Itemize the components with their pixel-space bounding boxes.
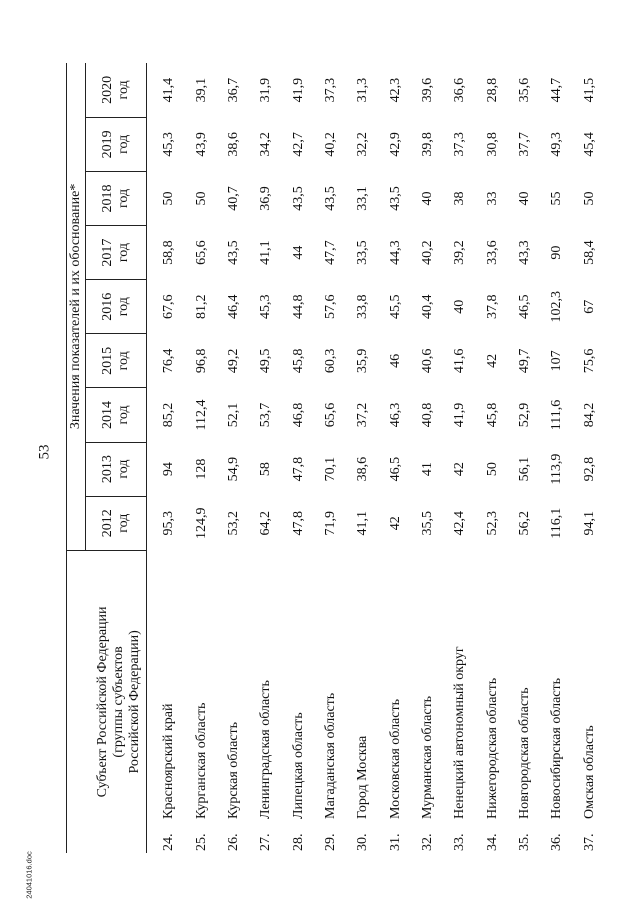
values-header: Значения показателей и их обоснование* xyxy=(67,63,86,550)
row-number: 37. xyxy=(581,833,597,851)
value-cell: 128 xyxy=(193,458,209,480)
subject-name: Нижегородская область xyxy=(484,677,500,819)
value-cell: 40,2 xyxy=(420,240,435,265)
value-cell: 56,1 xyxy=(517,456,533,482)
value-cell: 49,3 xyxy=(549,132,565,157)
row-number: 28. xyxy=(290,833,306,851)
year-suffix: год xyxy=(116,134,131,154)
value-cell: 34,2 xyxy=(258,132,274,157)
value-cell: 38,6 xyxy=(355,456,371,482)
value-cell: 96,8 xyxy=(193,348,209,374)
table-row xyxy=(185,63,217,853)
rotated-table-container xyxy=(66,63,606,853)
row-number: 27. xyxy=(258,833,274,851)
value-cell: 42 xyxy=(387,516,403,531)
subject-name: Город Москва xyxy=(355,735,371,819)
row-number: 29. xyxy=(322,833,338,851)
value-cell: 95,3 xyxy=(161,510,177,536)
year-suffix: год xyxy=(116,297,131,317)
row-number: 33. xyxy=(452,833,468,851)
value-cell: 42 xyxy=(452,462,468,477)
value-cell: 36,7 xyxy=(225,77,241,103)
value-cell: 33,6 xyxy=(484,240,500,265)
subject-name: Курганская область xyxy=(193,702,209,819)
year-suffix: год xyxy=(116,188,131,209)
value-cell: 45,4 xyxy=(581,132,597,157)
value-cell: 38,6 xyxy=(225,132,241,157)
value-cell: 46,5 xyxy=(517,294,533,319)
year-suffix: год xyxy=(116,405,131,425)
value-cell: 44,8 xyxy=(290,294,306,319)
value-cell: 43,3 xyxy=(517,240,533,265)
value-cell: 53,7 xyxy=(258,402,274,428)
row-number: 31. xyxy=(387,833,403,851)
value-cell: 54,9 xyxy=(225,456,241,482)
value-cell: 107 xyxy=(549,350,565,372)
value-cell: 30,8 xyxy=(484,132,500,157)
value-cell: 45,3 xyxy=(258,294,274,319)
value-cell: 41,9 xyxy=(290,77,306,103)
value-cell: 33 xyxy=(484,191,500,206)
value-cell: 41,6 xyxy=(452,348,468,374)
year-label: 2019 xyxy=(99,130,115,159)
table-row xyxy=(218,63,250,853)
page-number: 53 xyxy=(36,444,53,460)
row-number: 26. xyxy=(225,833,241,851)
value-cell: 35,9 xyxy=(355,348,371,374)
value-cell: 43,5 xyxy=(225,240,241,265)
subject-name: Ленинградская область xyxy=(258,680,274,819)
year-label: 2014 xyxy=(99,400,115,429)
year-label: 2020 xyxy=(99,75,115,104)
value-cell: 41,1 xyxy=(355,510,371,536)
value-cell: 102,3 xyxy=(549,290,565,323)
value-cell: 40,4 xyxy=(420,294,435,319)
table-row xyxy=(282,63,314,853)
value-cell: 52,1 xyxy=(225,402,241,428)
value-cell: 116,1 xyxy=(549,507,565,539)
value-cell: 44,3 xyxy=(387,240,403,265)
table-row xyxy=(444,63,476,853)
year-column-header xyxy=(86,280,147,334)
value-cell: 65,6 xyxy=(193,240,209,265)
value-cell: 113,9 xyxy=(549,453,565,485)
table-body xyxy=(147,63,607,853)
year-label: 2016 xyxy=(99,292,115,321)
value-cell: 39,8 xyxy=(420,132,435,157)
value-cell: 46,4 xyxy=(225,294,241,319)
value-cell: 37,8 xyxy=(484,294,500,319)
value-cell: 36,6 xyxy=(452,77,468,103)
value-cell: 94 xyxy=(161,462,177,477)
value-cell: 81,2 xyxy=(193,294,209,319)
value-cell: 36,9 xyxy=(258,186,274,211)
value-cell: 49,2 xyxy=(225,348,241,374)
value-cell: 40,6 xyxy=(420,348,435,374)
year-column-header xyxy=(86,496,147,550)
value-cell: 42 xyxy=(484,353,500,368)
subject-column-header xyxy=(67,550,147,853)
value-cell: 92,8 xyxy=(581,456,597,482)
subject-name: Курская область xyxy=(225,722,241,819)
value-cell: 31,9 xyxy=(258,77,274,103)
year-label: 2015 xyxy=(99,346,115,375)
subject-name: Московская область xyxy=(387,699,403,819)
document-code: 24041016.doc xyxy=(24,851,34,899)
year-label: 2017 xyxy=(99,238,115,267)
value-cell: 41 xyxy=(420,462,435,477)
value-cell: 112,4 xyxy=(193,399,209,431)
value-cell: 42,3 xyxy=(387,77,403,103)
year-suffix: год xyxy=(116,513,131,533)
value-cell: 50 xyxy=(161,191,177,206)
value-cell: 57,6 xyxy=(322,294,338,319)
value-cell: 124,9 xyxy=(193,507,209,539)
value-cell: 43,9 xyxy=(193,132,209,157)
value-cell: 42,9 xyxy=(387,132,403,157)
value-cell: 37,3 xyxy=(322,77,338,103)
subject-name: Новгородская область xyxy=(517,687,533,819)
table-row xyxy=(541,63,573,853)
row-number: 35. xyxy=(517,833,533,851)
value-cell: 55 xyxy=(549,191,565,206)
value-cell: 40,8 xyxy=(420,402,435,428)
value-cell: 50 xyxy=(193,191,209,206)
value-cell: 49,5 xyxy=(258,348,274,374)
row-number: 24. xyxy=(161,833,177,851)
value-cell: 76,4 xyxy=(161,348,177,374)
value-cell: 40 xyxy=(420,191,435,206)
value-cell: 44 xyxy=(290,245,306,260)
year-column-header xyxy=(86,63,147,117)
value-cell: 35,5 xyxy=(420,510,435,536)
table-row xyxy=(412,63,444,853)
subject-header-line: Субъект Российской Федерации xyxy=(94,606,110,798)
subject-name: Липецкая область xyxy=(290,712,306,819)
value-cell: 49,7 xyxy=(517,348,533,374)
value-cell: 40 xyxy=(517,191,533,206)
year-column-header xyxy=(86,442,147,496)
row-number: 30. xyxy=(355,833,371,851)
value-cell: 40,7 xyxy=(225,186,241,211)
value-cell: 37,2 xyxy=(355,402,371,428)
value-cell: 42,4 xyxy=(452,510,468,536)
value-cell: 56,2 xyxy=(517,510,533,536)
value-cell: 65,6 xyxy=(322,402,338,428)
value-cell: 85,2 xyxy=(161,402,177,428)
table-row xyxy=(379,63,411,853)
value-cell: 33,8 xyxy=(355,294,371,319)
value-cell: 111,6 xyxy=(549,399,565,431)
subject-name: Омская область xyxy=(581,725,597,819)
table-row xyxy=(477,63,509,853)
value-cell: 33,5 xyxy=(355,240,371,265)
value-cell: 41,9 xyxy=(452,402,468,428)
value-cell: 43,5 xyxy=(322,186,338,211)
year-label: 2013 xyxy=(99,455,115,484)
subject-name: Ненецкий автономный округ xyxy=(452,646,468,819)
table-row xyxy=(574,63,606,853)
value-cell: 58 xyxy=(258,462,274,477)
value-cell: 58,8 xyxy=(161,240,177,265)
year-suffix: год xyxy=(116,351,131,371)
value-cell: 94,1 xyxy=(581,510,597,536)
value-cell: 52,9 xyxy=(517,402,533,428)
subject-header-line: Российской Федерации) xyxy=(126,630,142,774)
value-cell: 75,6 xyxy=(581,348,597,374)
year-suffix: год xyxy=(116,80,131,100)
year-column-header xyxy=(86,388,147,442)
year-label: 2012 xyxy=(99,509,115,538)
value-cell: 39,6 xyxy=(420,77,435,103)
value-cell: 37,7 xyxy=(517,132,533,157)
subject-name: Новосибирская область xyxy=(549,677,565,819)
value-cell: 42,7 xyxy=(290,132,306,157)
value-cell: 45,5 xyxy=(387,294,403,319)
value-cell: 70,1 xyxy=(322,456,338,482)
value-cell: 84,2 xyxy=(581,402,597,428)
value-cell: 53,2 xyxy=(225,510,241,536)
value-cell: 45,8 xyxy=(484,402,500,428)
table-row xyxy=(315,63,347,853)
value-cell: 47,8 xyxy=(290,510,306,536)
value-cell: 40 xyxy=(452,299,468,314)
value-cell: 46,3 xyxy=(387,402,403,428)
value-cell: 64,2 xyxy=(258,510,274,536)
row-number: 34. xyxy=(484,833,500,851)
value-cell: 47,8 xyxy=(290,456,306,482)
value-cell: 50 xyxy=(581,191,597,206)
value-cell: 39,2 xyxy=(452,240,468,265)
value-cell: 32,2 xyxy=(355,132,371,157)
subject-header-line: (группы субъектов xyxy=(110,646,126,758)
subject-name: Магаданская область xyxy=(322,692,338,819)
value-cell: 37,3 xyxy=(452,132,468,157)
year-column-header xyxy=(86,117,147,171)
subject-name: Мурманская область xyxy=(420,695,435,819)
subject-name: Красноярский край xyxy=(161,703,177,819)
table-row xyxy=(250,63,282,853)
value-cell: 67,6 xyxy=(161,294,177,319)
value-cell: 33,1 xyxy=(355,186,371,211)
value-cell: 90 xyxy=(549,245,565,260)
value-cell: 52,3 xyxy=(484,510,500,536)
value-cell: 28,8 xyxy=(484,77,500,103)
year-suffix: год xyxy=(116,243,131,263)
row-number: 36. xyxy=(549,833,565,851)
value-cell: 47,7 xyxy=(322,240,338,265)
value-cell: 67 xyxy=(581,299,597,314)
value-cell: 45,8 xyxy=(290,348,306,374)
row-number: 32. xyxy=(420,833,435,851)
value-cell: 41,4 xyxy=(161,77,177,103)
year-suffix: год xyxy=(116,459,131,479)
row-number: 25. xyxy=(193,833,209,851)
year-column-header xyxy=(86,334,147,388)
table-row xyxy=(147,63,186,853)
value-cell: 38 xyxy=(452,191,468,206)
value-cell: 41,5 xyxy=(581,77,597,103)
indicator-table xyxy=(66,63,606,853)
year-column-header xyxy=(86,171,147,225)
value-cell: 71,9 xyxy=(322,510,338,536)
value-cell: 35,6 xyxy=(517,77,533,103)
value-cell: 46 xyxy=(387,353,403,368)
value-cell: 39,1 xyxy=(193,77,209,103)
value-cell: 60,3 xyxy=(322,348,338,374)
value-cell: 40,2 xyxy=(322,132,338,157)
value-cell: 45,3 xyxy=(161,132,177,157)
table-row xyxy=(347,63,379,853)
value-cell: 43,5 xyxy=(387,186,403,211)
value-cell: 43,5 xyxy=(290,186,306,211)
value-cell: 46,5 xyxy=(387,456,403,482)
value-cell: 41,1 xyxy=(258,240,274,265)
table-row xyxy=(509,63,541,853)
value-cell: 46,8 xyxy=(290,402,306,428)
value-cell: 31,3 xyxy=(355,77,371,103)
value-cell: 58,4 xyxy=(581,240,597,265)
value-cell: 50 xyxy=(484,462,500,477)
year-label: 2018 xyxy=(99,184,115,213)
value-cell: 44,7 xyxy=(549,77,565,103)
year-column-header xyxy=(86,226,147,280)
